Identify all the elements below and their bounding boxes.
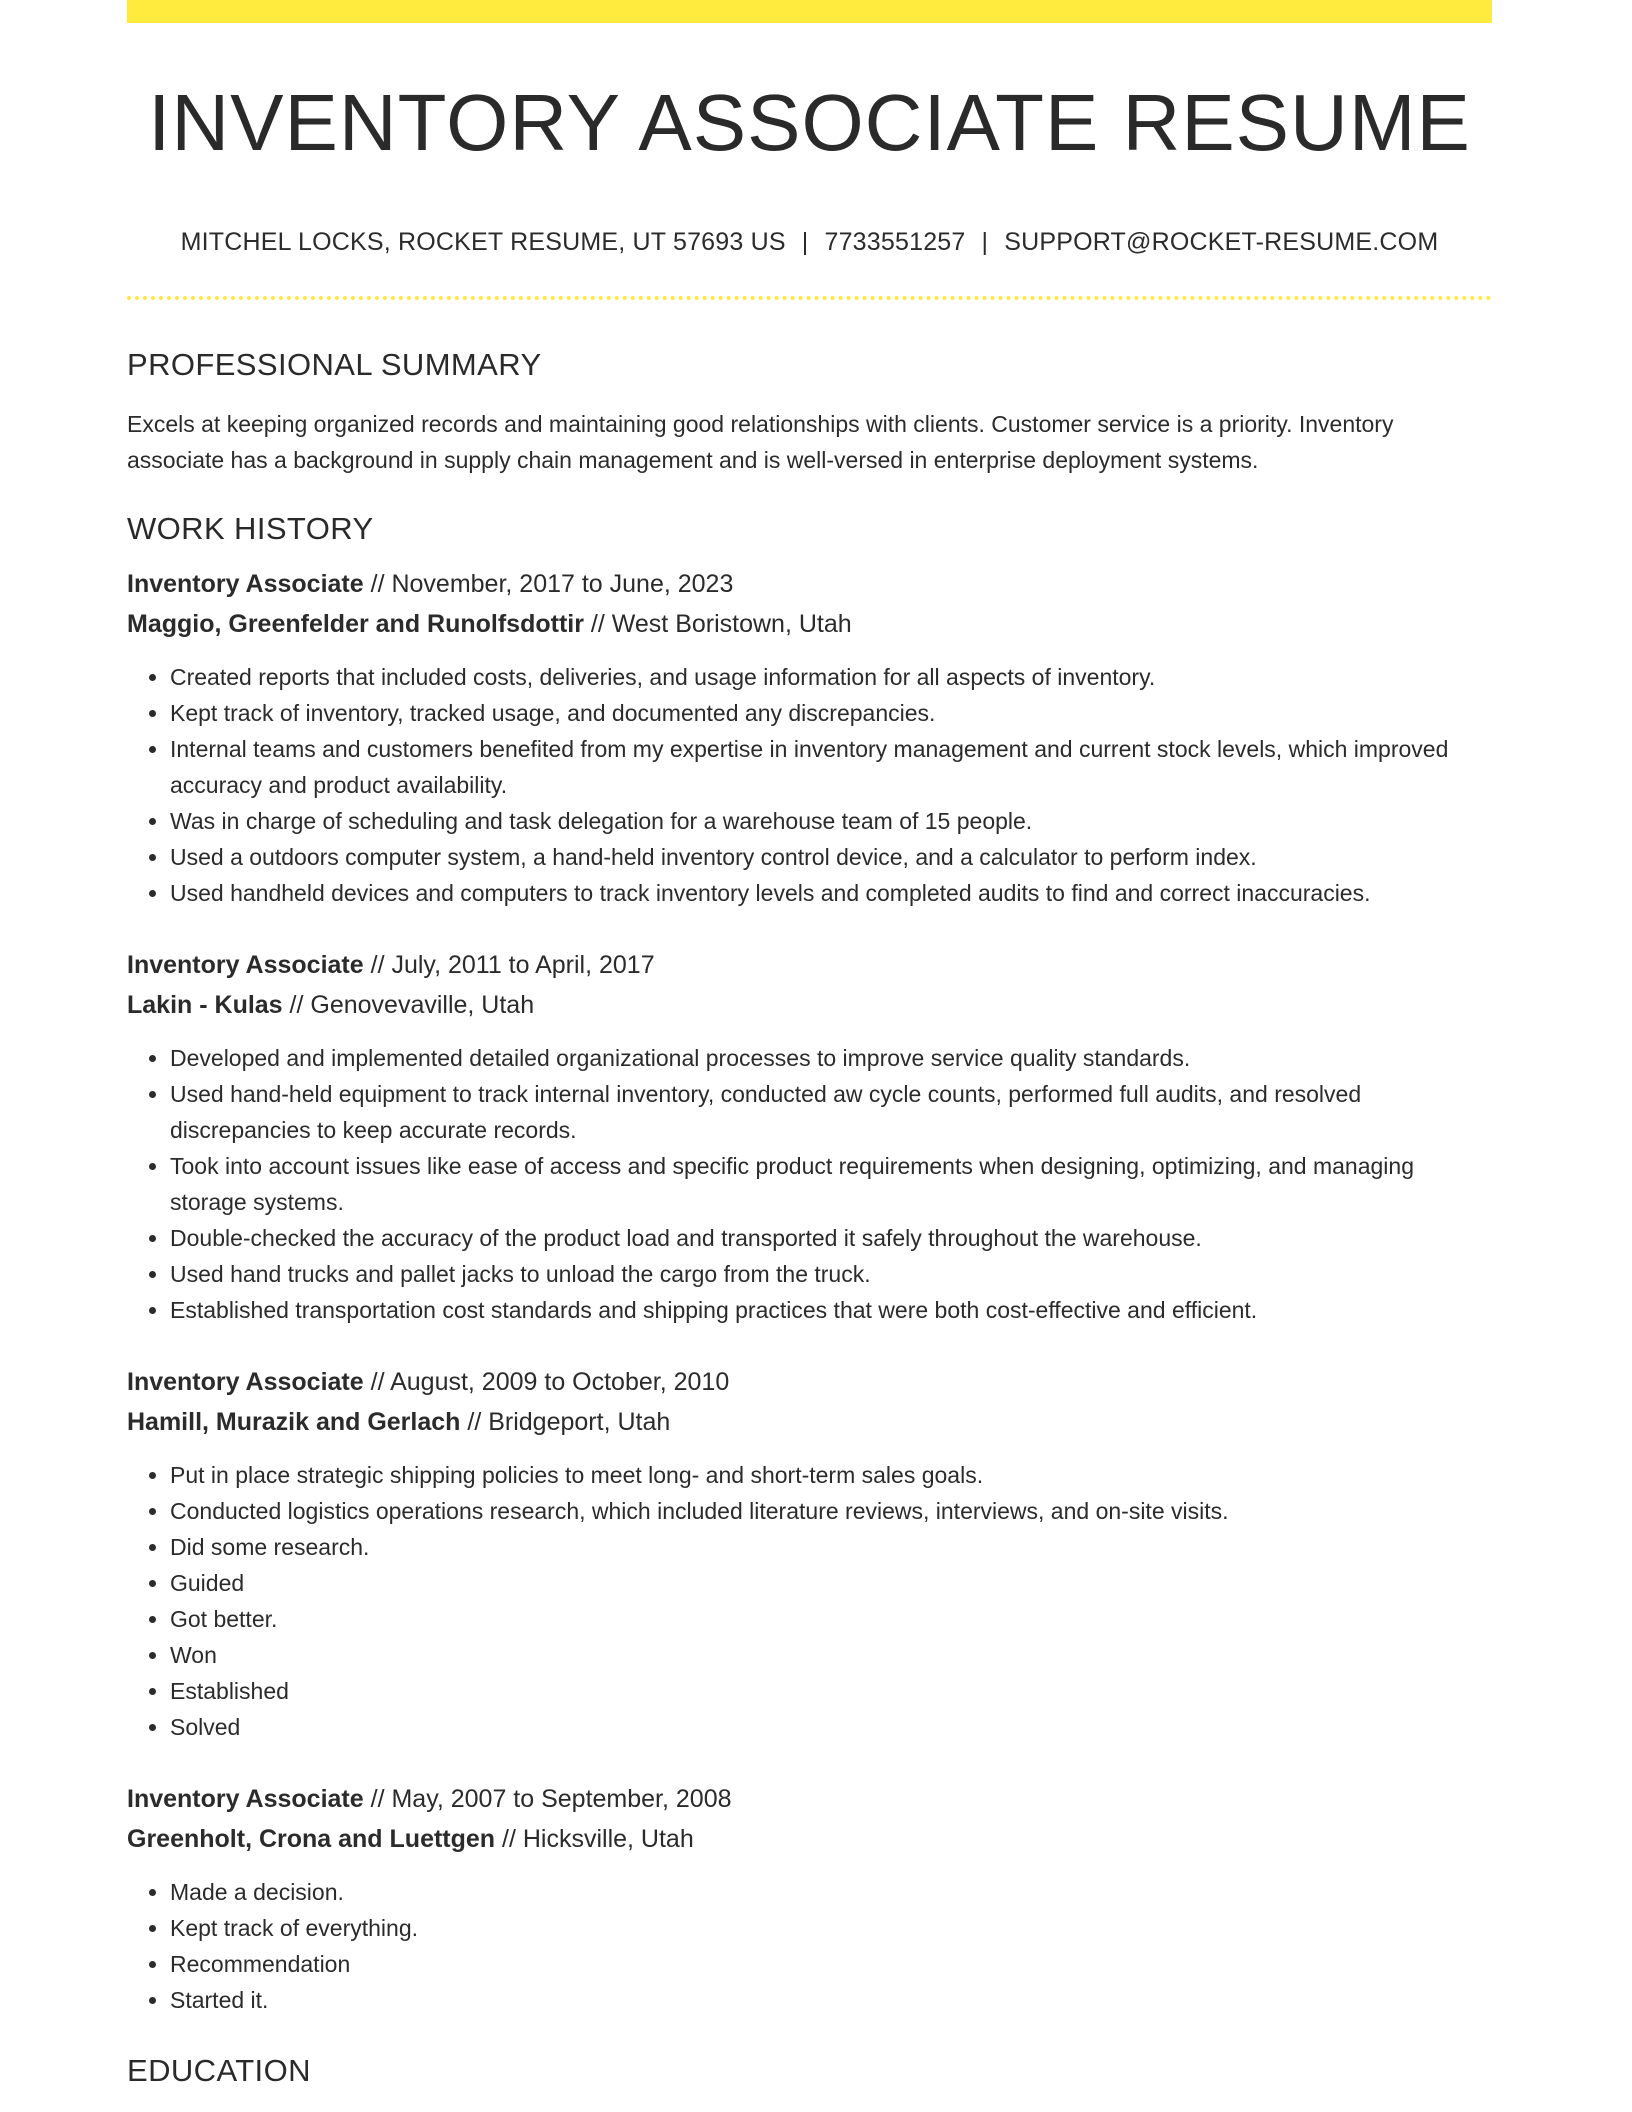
job-bullet-list: [127, 1040, 1492, 1328]
job-bullet: • Used a outdoors computer system, a hand-held inventory control device, and a calculator to perform index.: [170, 839, 1492, 875]
dotted-divider: [127, 296, 1492, 300]
job-title-line: [127, 1362, 1492, 1402]
job-bullet: • Used hand trucks and pallet jacks to unload the cargo from the truck.: [170, 1256, 1492, 1292]
job-bullet: • Got better.: [170, 1601, 1492, 1637]
job-bullet: • Won: [170, 1637, 1492, 1673]
job-dates: // August, 2009 to October, 2010: [370, 1368, 730, 1397]
summary-text: Excels at keeping organized records and maintaining good relationships with clients. Customer service is a priority. Inventory associate has a background in supply chain management and is well-versed in enterprise deployment systems.: [127, 411, 1394, 474]
job-bullet: • Guided: [170, 1565, 1492, 1601]
job-title-line: [127, 1779, 1492, 1819]
job-dates: // July, 2011 to April, 2017: [370, 951, 655, 980]
job-bullet: • Developed and implemented detailed organizational processes to improve service quality standards.: [170, 1040, 1492, 1076]
job-title: Inventory Associate: [127, 1368, 364, 1397]
job-bullet: • Kept track of inventory, tracked usage, and documented any discrepancies.: [170, 695, 1492, 731]
job-bullet: • Took into account issues like ease of access and specific product requirements when designing, optimizing, and managing storage systems.: [170, 1148, 1492, 1220]
job-bullet: • Internal teams and customers benefited from my expertise in inventory management and current stock levels, which improved accuracy and product availability.: [170, 731, 1492, 803]
job-dates: // November, 2017 to June, 2023: [370, 570, 734, 599]
job-company-line: [127, 1402, 1492, 1442]
job-company: Hamill, Murazik and Gerlach: [127, 1408, 461, 1437]
job-title-line: [127, 945, 1492, 985]
job-bullet: • Conducted logistics operations research, which included literature reviews, interviews, and on-site visits.: [170, 1493, 1492, 1529]
job-title: Inventory Associate: [127, 951, 364, 980]
job-bullet: • Double-checked the accuracy of the product load and transported it safely throughout the warehouse.: [170, 1220, 1492, 1256]
job-entry: [127, 1362, 1492, 1745]
contact-line: [127, 228, 1492, 257]
job-bullet-list: [127, 1874, 1492, 2018]
job-bullet: • Used handheld devices and computers to track inventory levels and completed audits to find and correct inaccuracies.: [170, 875, 1492, 911]
contact-separator: |: [981, 228, 989, 256]
job-bullet: • Established: [170, 1673, 1492, 1709]
job-location: // Bridgeport, Utah: [467, 1408, 671, 1437]
job-entry: [127, 945, 1492, 1328]
job-entry: [127, 1779, 1492, 2018]
job-bullet: • Solved: [170, 1709, 1492, 1745]
contact-address: MITCHEL LOCKS, ROCKET RESUME, UT 57693 US: [180, 228, 786, 256]
work-history-heading: WORK HISTORY: [127, 511, 374, 547]
job-location: // Genovevaville, Utah: [289, 991, 535, 1020]
education-heading: EDUCATION: [127, 2053, 311, 2089]
resume-page: [127, 0, 1492, 2090]
job-company-line: [127, 1819, 1492, 1859]
job-bullet: • Recommendation: [170, 1946, 1492, 1982]
job-bullet: • Started it.: [170, 1982, 1492, 2018]
job-bullet-list: [127, 1457, 1492, 1745]
job-bullet: • Kept track of everything.: [170, 1910, 1492, 1946]
job-dates: // May, 2007 to September, 2008: [370, 1785, 732, 1814]
work-history-list: [127, 564, 1492, 2018]
job-company: Lakin - Kulas: [127, 991, 283, 1020]
contact-phone: 7733551257: [824, 228, 966, 256]
summary-heading: PROFESSIONAL SUMMARY: [127, 347, 542, 382]
job-bullet: • Established transportation cost standards and shipping practices that were both cost-effective and efficient.: [170, 1292, 1492, 1328]
resume-title: INVENTORY ASSOCIATE RESUME: [148, 78, 1471, 167]
job-entry: [127, 564, 1492, 911]
job-company-line: [127, 604, 1492, 644]
job-bullet: • Put in place strategic shipping policies to meet long- and short-term sales goals.: [170, 1457, 1492, 1493]
job-company-line: [127, 985, 1492, 1025]
job-bullet: • Was in charge of scheduling and task delegation for a warehouse team of 15 people.: [170, 803, 1492, 839]
job-location: // West Boristown, Utah: [590, 610, 852, 639]
job-title-line: [127, 564, 1492, 604]
job-bullet-list: [127, 659, 1492, 911]
job-bullet: • Did some research.: [170, 1529, 1492, 1565]
contact-separator: |: [801, 228, 809, 256]
job-company: Maggio, Greenfelder and Runolfsdottir: [127, 610, 584, 639]
job-company: Greenholt, Crona and Luettgen: [127, 1825, 496, 1854]
job-bullet: • Used hand-held equipment to track internal inventory, conducted aw cycle counts, performed full audits, and resolved discrepancies to keep accurate records.: [170, 1076, 1492, 1148]
job-title: Inventory Associate: [127, 1785, 364, 1814]
contact-email: SUPPORT@ROCKET-RESUME.COM: [1004, 228, 1439, 256]
job-bullet: • Made a decision.: [170, 1874, 1492, 1910]
job-title: Inventory Associate: [127, 570, 364, 599]
top-accent-bar: [127, 0, 1492, 23]
job-bullet: • Created reports that included costs, deliveries, and usage information for all aspects of inventory.: [170, 659, 1492, 695]
job-location: // Hicksville, Utah: [502, 1825, 694, 1854]
